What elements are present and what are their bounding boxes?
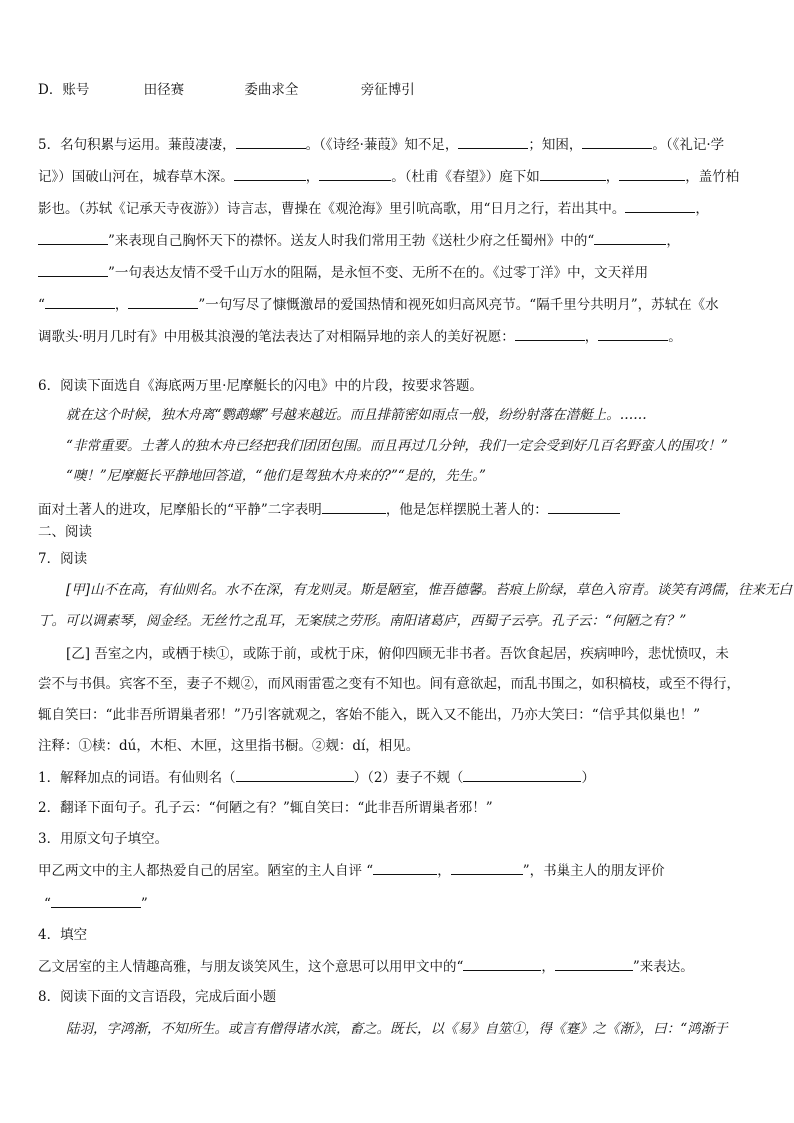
- answer-blank[interactable]: [234, 166, 306, 181]
- q5-text: ；知困，: [528, 137, 583, 153]
- answer-blank[interactable]: [548, 499, 620, 514]
- q6-passage-p2: “非常重要。土著人的独木舟已经把我们团团包围。而且再过几分钟，我们一定会受到好几百名野蛮人的围攻！”: [66, 438, 728, 454]
- answer-blank[interactable]: [51, 893, 141, 908]
- q5-text: “: [38, 297, 45, 313]
- q5-text: ，: [114, 297, 129, 313]
- q5-text: 调歌头·明月几时有》中用极其浪漫的笔法表达了对相隔异地的亲人的美好祝愿：: [38, 329, 515, 345]
- q5-text: ”一句写尽了慷慨激昂的爱国热情和视死如归高风亮节。“隔千里兮共明月”，苏轼在《水: [198, 297, 719, 313]
- q5-text: 。（《诗经·蒹葭》知不足，: [305, 137, 459, 153]
- q7-note: 注释：①椟：dú，木柜、木匣，这里指书橱。②觌：dí，相见。: [38, 738, 420, 754]
- q7-sub-2: 2．翻译下面句子。孔子云：“何陋之有？”辄自笑曰：“此非吾所谓巢者邪！”: [38, 800, 493, 816]
- answer-blank[interactable]: [463, 956, 541, 971]
- q6-passage-p3: “噢！”尼摩艇长平静地回答道，“他们是驾独木舟来的?”“是的，先生。”: [66, 468, 486, 484]
- q5-text: 。（《礼记·学: [652, 137, 725, 153]
- q6-title: 6．阅读下面选自《海底两万里·尼摩艇长的闪电》中的片段，按要求答题。: [38, 378, 483, 394]
- q5-text: ”一句表达友情不受千山万水的阻隔，是永恒不变、无所不在的。《过零丁洋》中，文天祥用: [108, 265, 649, 281]
- q5-line-6: [38, 294, 719, 315]
- q5-line-5: [38, 262, 648, 283]
- option-d-word-1: 田径赛: [143, 82, 185, 98]
- answer-blank[interactable]: [451, 860, 523, 875]
- answer-blank[interactable]: [38, 262, 108, 277]
- answer-blank[interactable]: [463, 767, 581, 782]
- q8-passage-p1: 陆羽，字鸿渐，不知所生。或言有僧得诸水滨，畜之。既长，以《易》自筮①，得《蹇》之《渐》，曰：“鸿渐于: [66, 1021, 728, 1037]
- q7-text: ，: [437, 863, 451, 879]
- section-heading: 二、阅读: [38, 524, 92, 540]
- q7-text: “: [44, 896, 51, 912]
- q7-sub-3: 3．用原文句子填空。: [38, 831, 169, 847]
- q6-passage-p1: 就在这个时候，独木舟离“鹦鹉螺”号越来越近。而且排箭密如雨点一般，纷纷射落在潜艇上。……: [66, 407, 647, 423]
- q7-title: 7．阅读: [38, 551, 88, 567]
- q7-sub-1: [38, 767, 595, 788]
- q5-text: 。（杜甫《春望》）庭下如: [391, 169, 540, 185]
- q7-text: 乙文居室的主人情趣高雅，与朋友谈笑风生，这个意思可以用甲文中的“: [38, 959, 464, 975]
- answer-blank[interactable]: [236, 767, 354, 782]
- q5-line-3: [38, 198, 709, 219]
- q5-text: 记》）国破山河在，城春草木深。: [38, 169, 234, 185]
- answer-blank[interactable]: [38, 230, 108, 245]
- q5-text: 5．名句积累与运用。蒹葭凄凄，: [38, 137, 236, 153]
- q5-line-4: [38, 230, 680, 251]
- answer-blank[interactable]: [598, 326, 668, 341]
- answer-blank[interactable]: [458, 134, 528, 149]
- q5-text: ，: [605, 169, 620, 185]
- q7-sub-3-fill-2: [44, 893, 148, 914]
- answer-blank[interactable]: [373, 860, 437, 875]
- q8-title: 8．阅读下面的文言语段，完成后面小题: [38, 989, 277, 1005]
- answer-blank[interactable]: [236, 134, 306, 149]
- q7-sub-4-fill: [38, 956, 694, 977]
- q7-text: ”来表达。: [632, 959, 694, 975]
- q7-text: ）（2）妻子不觌（: [353, 770, 464, 786]
- q5-text: ，: [305, 169, 320, 185]
- q7-text: ”: [140, 896, 148, 912]
- q7-text: ）: [581, 770, 595, 786]
- q6-text: 面对土著人的进攻，尼摩船长的“平静”二字表明: [38, 502, 322, 518]
- q7-sub-3-fill: [38, 860, 665, 881]
- answer-blank[interactable]: [319, 166, 391, 181]
- answer-blank[interactable]: [582, 134, 652, 149]
- q7-yi-line-1: [乙] 吾室之内，或栖于椟①，或陈于前，或枕于床，俯仰四顾无非书者。吾饮食起居，疾病呻吟，悲忧愤叹，未: [66, 646, 729, 662]
- q5-text: 影也。（苏轼《记承天寺夜游》）诗言志，曹操在《观沧海》里引吭高歌，用“日月之行，若出其中。: [38, 201, 626, 217]
- q7-sub-4: 4．填空: [38, 927, 88, 943]
- option-d-word-2: 委曲求全: [244, 82, 299, 98]
- q5-text: ”来表现自己胸怀天下的襟怀。送友人时我们常用王勃《送杜少府之任蜀州》中的“: [108, 233, 595, 249]
- q7-text: ，: [541, 959, 555, 975]
- q5-line-1: [38, 134, 724, 155]
- option-d-row: [38, 80, 415, 100]
- answer-blank[interactable]: [45, 294, 115, 309]
- answer-blank[interactable]: [555, 956, 633, 971]
- q5-text: ，: [584, 329, 599, 345]
- option-d-label: D．账号: [38, 82, 90, 98]
- q7-text: 1．解释加点的词语。有仙则名（: [38, 770, 236, 786]
- q5-text: 。: [668, 329, 682, 345]
- q5-line-2: [38, 166, 739, 187]
- q5-text: ，: [695, 201, 709, 217]
- answer-blank[interactable]: [540, 166, 606, 181]
- q7-yi-line-2: 尝不与书俱。宾客不至，妻子不觌②，而风雨雷雹之变有不知也。间有意欲起，而乱书围之，如积槁枝，或至不得行，: [38, 676, 740, 692]
- q7-jia-line-2: 丁。可以调素琴，阅金经。无丝竹之乱耳，无案牍之劳形。南阳诸葛庐，西蜀子云亭。孔子云：“何陋之有？”: [38, 613, 687, 629]
- answer-blank[interactable]: [322, 499, 386, 514]
- answer-blank[interactable]: [515, 326, 585, 341]
- answer-blank[interactable]: [128, 294, 198, 309]
- q6-text: ，他是怎样摆脱土著人的：: [385, 502, 548, 518]
- q5-line-7: [38, 326, 682, 347]
- option-d-word-3: 旁征博引: [360, 82, 415, 98]
- q7-text: 甲乙两文中的主人都热爱自己的居室。陋室的主人自评 “: [38, 863, 374, 879]
- q7-yi-line-3: 辄自笑曰：“此非吾所谓巢者邪！”乃引客就观之，客始不能入，既入又不能出，乃亦大笑曰：“信乎其似巢也！”: [38, 707, 701, 723]
- answer-blank[interactable]: [619, 166, 685, 181]
- answer-blank[interactable]: [625, 198, 695, 213]
- answer-blank[interactable]: [594, 230, 666, 245]
- q5-text: ，盖竹柏: [685, 169, 740, 185]
- q6-question: [38, 499, 620, 520]
- q5-text: ，: [666, 233, 680, 249]
- q7-jia-line-1: [甲]山不在高，有仙则名。水不在深，有龙则灵。斯是陋室，惟吾德馨。苔痕上阶绿，草色入帘青。谈笑有鸿儒，往来无白: [66, 582, 793, 598]
- q7-text: ”，书巢主人的朋友评价: [522, 863, 665, 879]
